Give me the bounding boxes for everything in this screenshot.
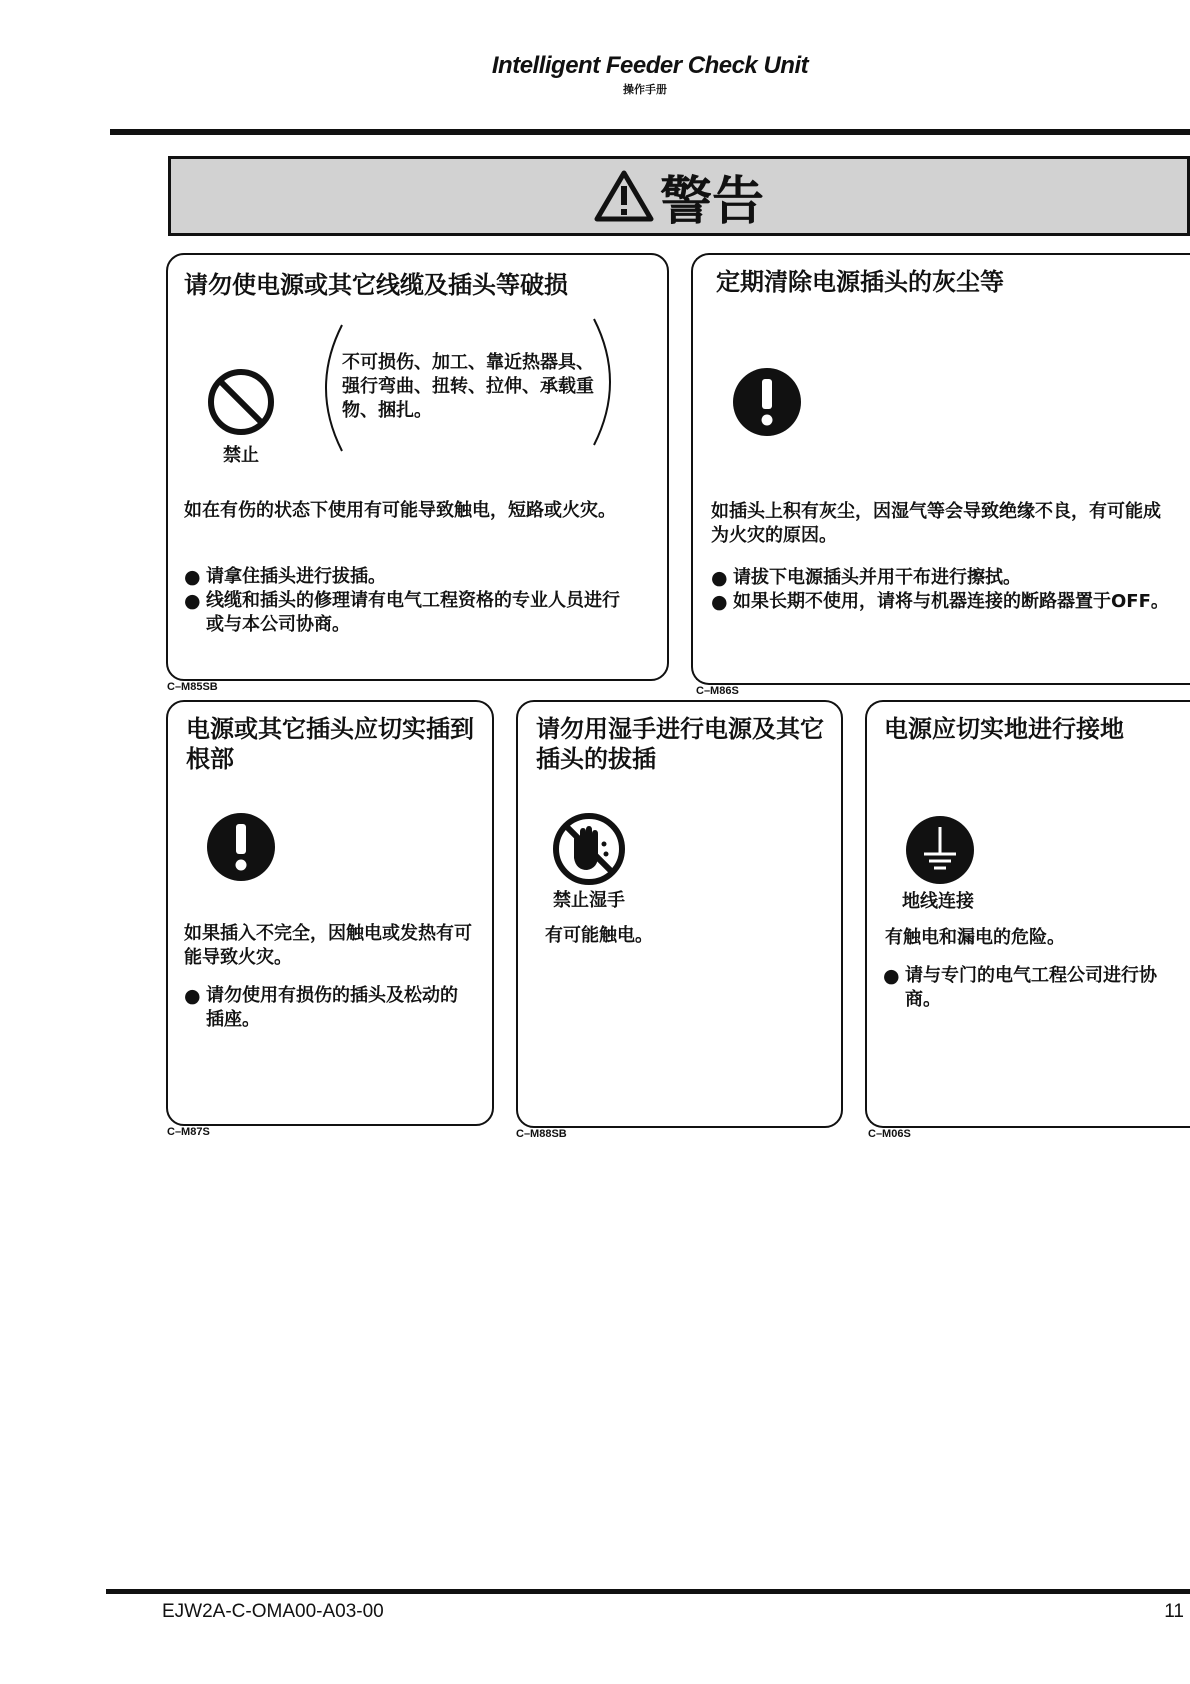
ground-icon [905,815,975,885]
hazard-text: 有可能触电。 [545,925,653,946]
ground-label: 地线连接 [902,891,974,912]
document-code: EJW2A-C-OMA00-A03-00 [162,1601,384,1622]
warning-card-wet-hands [516,700,843,1128]
manual-title: Intelligent Feeder Check Unit [491,52,809,79]
card-code: C–M06S [868,1128,911,1140]
mandatory-exclamation-icon [206,812,276,882]
list-item: ● 请拔下电源插头并用干布进行擦拭。 [711,566,1190,590]
warning-card-insert-plug [166,700,494,1126]
no-wet-hands-label: 禁止湿手 [553,890,625,911]
manual-subtitle: 操作手册 [623,83,667,96]
page-header [0,52,1190,97]
warning-banner [168,156,1190,236]
no-wet-hands-icon [552,812,626,886]
hazard-text: 如插头上积有灰尘，因湿气等会导致绝缘不良，有可能成为火灾的原因。 [711,501,1161,546]
list-item: ● 请勿使用有损伤的插头及松动的插座。 [184,984,474,1032]
warning-card-clean-plug [691,253,1190,685]
top-rule [110,129,1190,135]
page-number: 11 [1164,1601,1184,1622]
instruction-list [883,964,1173,1012]
prohibited-actions-text: 不可损伤、加工、靠近热器具、强行弯曲、扭转、拉伸、承载重物、捆扎。 [342,352,594,421]
list-item: ● 线缆和插头的修理请有电气工程资格的专业人员进行或与本公司协商。 [184,589,624,637]
list-item: ● 请与专门的电气工程公司进行协商。 [883,964,1173,1012]
prohibition-icon [206,367,276,437]
bracket-right [590,317,620,447]
bottom-rule [106,1589,1190,1594]
card-title: 电源或其它插头应切实插到根部 [186,715,474,773]
hazard-text: 有触电和漏电的危险。 [885,927,1065,948]
hazard-text: 如在有伤的状态下使用有可能导致触电，短路或火灾。 [184,500,616,521]
warning-card-cable-damage [166,253,669,681]
instruction-list [184,565,624,637]
warning-card-grounding [865,700,1190,1128]
instruction-list [184,984,474,1032]
mandatory-exclamation-icon [732,367,802,437]
card-title: 请勿用湿手进行电源及其它插头的拔插 [536,715,824,773]
instruction-list [711,566,1190,614]
prohibition-label: 禁止 [223,445,259,466]
card-code: C–M87S [167,1126,210,1138]
card-code: C–M88SB [516,1128,567,1140]
list-item: ● 如果长期不使用，请将与机器连接的断路器置于OFF。 [711,590,1190,614]
card-code: C–M86S [696,685,739,697]
card-title: 请勿使电源或其它线缆及插头等破损 [184,271,568,299]
warning-triangle-icon [594,170,654,222]
card-title: 定期清除电源插头的灰尘等 [716,268,1004,296]
card-title: 电源应切实地进行接地 [884,715,1124,743]
hazard-text: 如果插入不完全，因触电或发热有可能导致火灾。 [184,923,472,968]
warning-banner-title: 警告 [659,171,764,232]
list-item: ● 请拿住插头进行拔插。 [184,565,624,589]
card-code: C–M85SB [167,681,218,693]
